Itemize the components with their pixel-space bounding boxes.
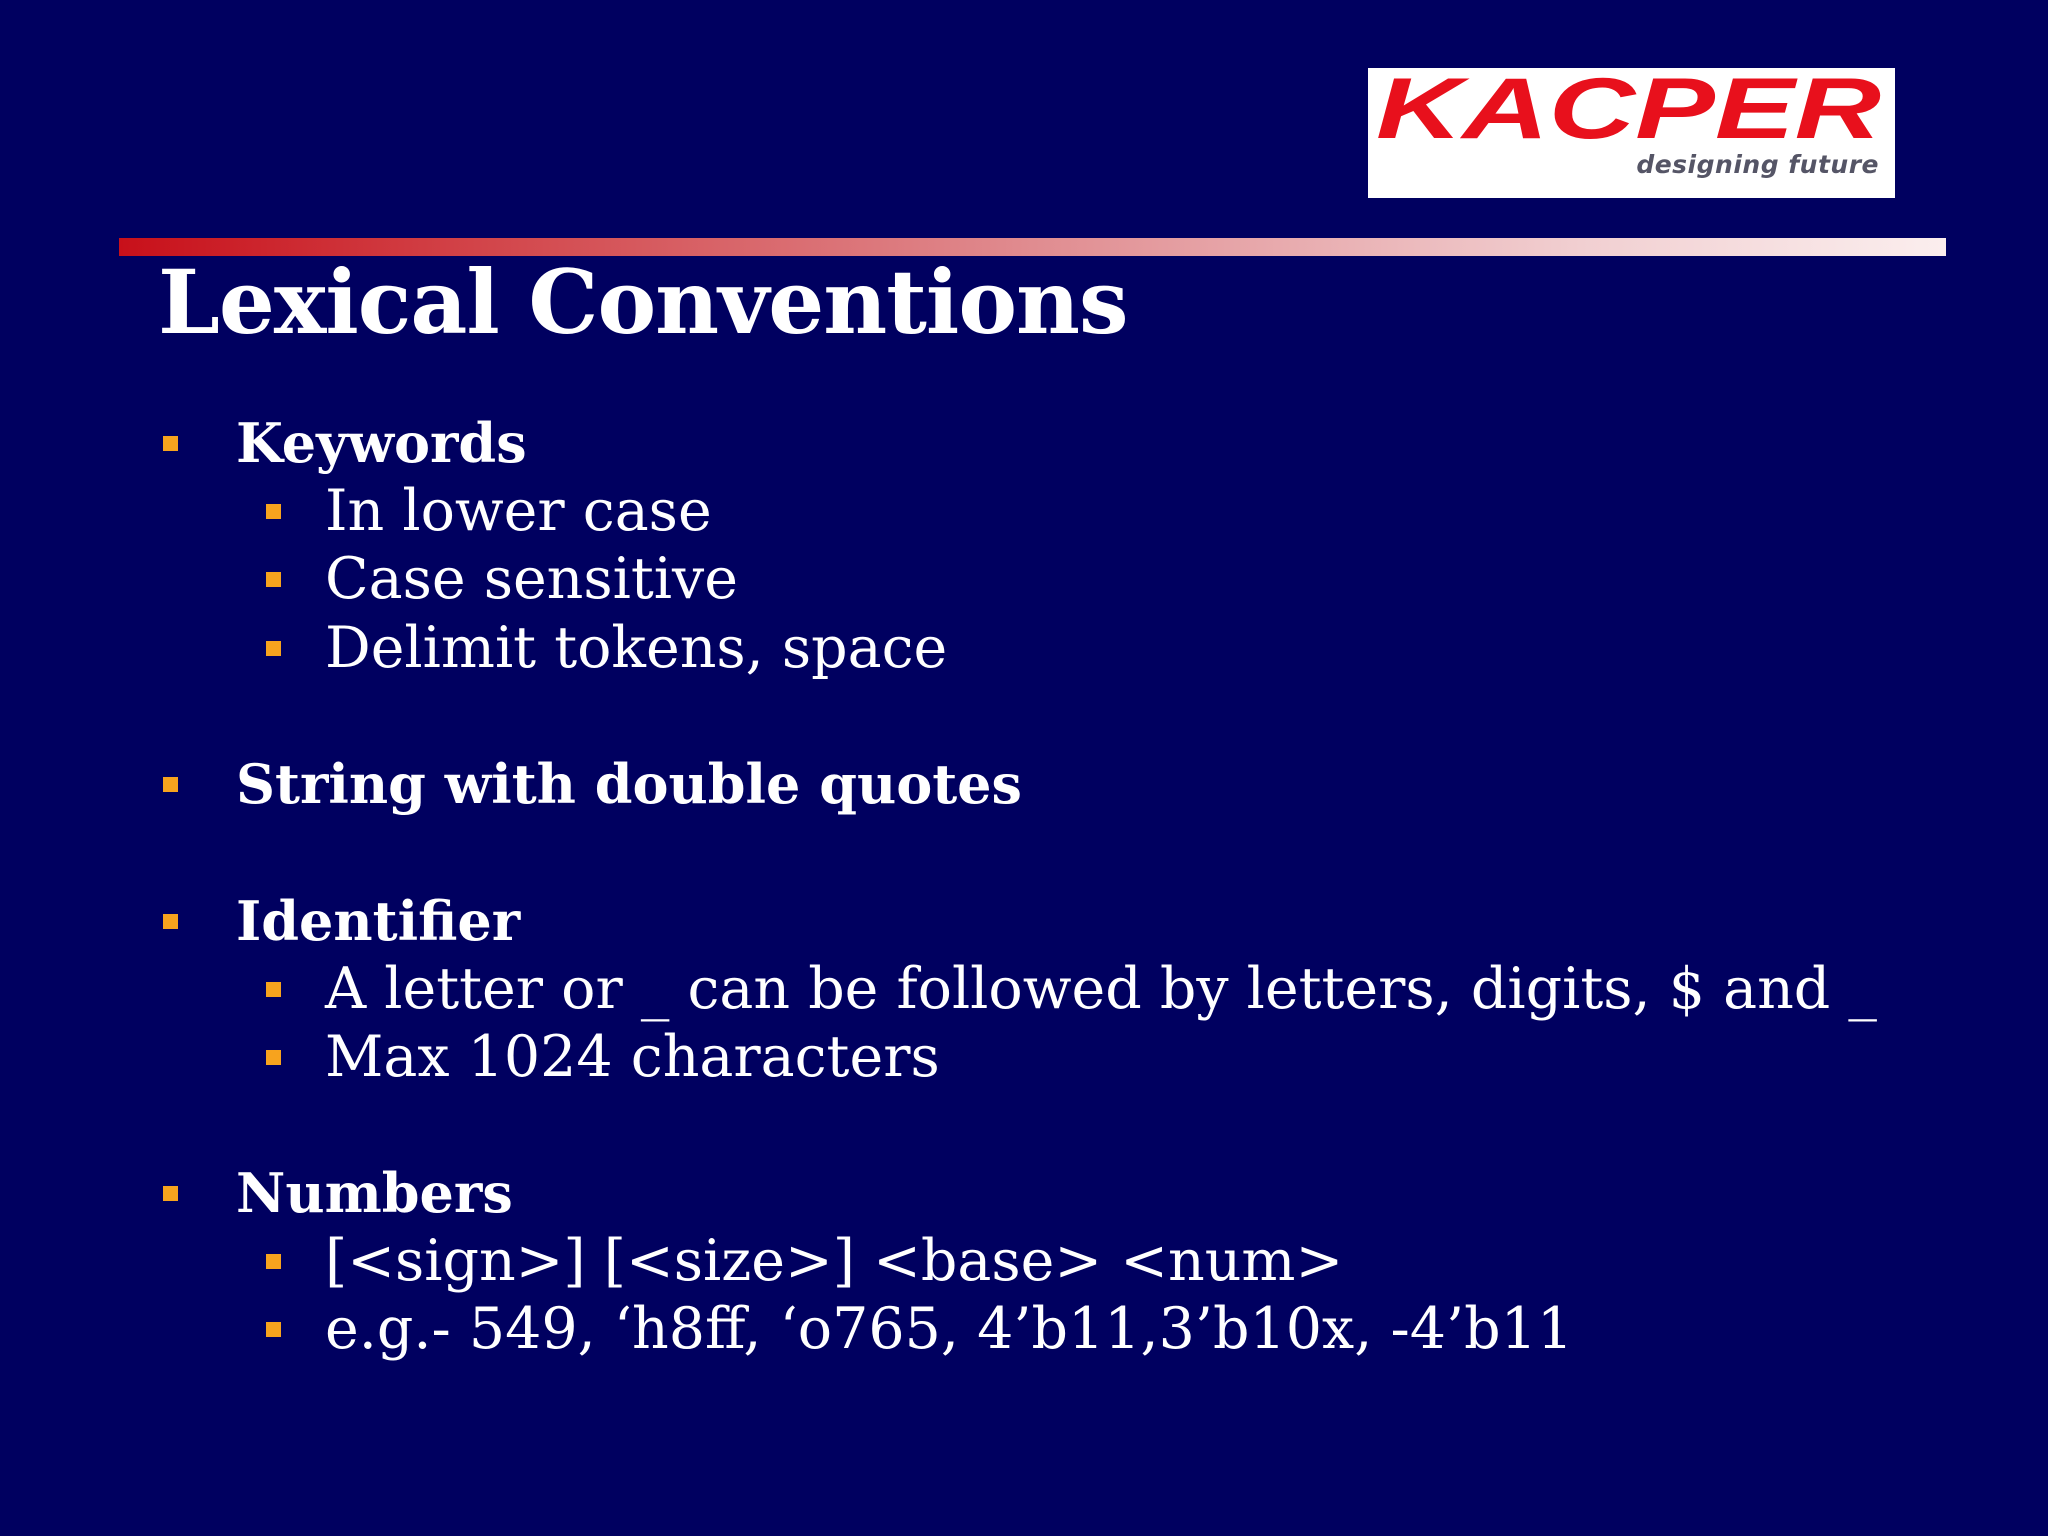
bullet-marker-icon bbox=[266, 572, 281, 587]
bullet-marker-icon bbox=[163, 777, 178, 792]
sub-bullet-text: In lower case bbox=[325, 478, 712, 544]
sub-bullet-text: Case sensitive bbox=[325, 546, 738, 612]
bullet-marker-icon bbox=[266, 1050, 281, 1065]
bullet-marker-icon bbox=[266, 982, 281, 997]
bullet-marker-icon bbox=[163, 436, 178, 451]
bullet-marker-icon bbox=[266, 1322, 281, 1337]
sub-bullet-text: Delimit tokens, space bbox=[325, 615, 948, 681]
bullet-marker-icon bbox=[163, 1186, 178, 1201]
bullet-marker-icon bbox=[163, 914, 178, 929]
slide-title: Lexical Conventions bbox=[158, 250, 1128, 354]
sub-bullet-text: [<sign>] [<size>] <base> <num> bbox=[325, 1228, 1344, 1294]
bullet-heading: String with double quotes bbox=[236, 752, 1022, 816]
bullet-heading: Numbers bbox=[236, 1161, 513, 1225]
sub-bullet-text: A letter or _ can be followed by letters, digits, $ and _ bbox=[325, 956, 1877, 1022]
sub-bullet-text: e.g.- 549, ‘h8ff, ‘o765, 4’b11,3’b10x, -4’b11 bbox=[325, 1296, 1574, 1362]
bullet-marker-icon bbox=[266, 641, 281, 656]
bullet-marker-icon bbox=[266, 504, 281, 519]
bullet-marker-icon bbox=[266, 1254, 281, 1269]
logo-wordmark-text: KACPER bbox=[1376, 68, 1881, 157]
bullet-heading: Identifier bbox=[236, 889, 521, 953]
logo-wordmark bbox=[1372, 68, 1887, 163]
logo-tagline: designing future bbox=[1636, 150, 1879, 179]
bullet-heading: Keywords bbox=[236, 411, 527, 475]
sub-bullet-text: Max 1024 characters bbox=[325, 1024, 940, 1090]
kacper-logo bbox=[1368, 68, 1895, 198]
